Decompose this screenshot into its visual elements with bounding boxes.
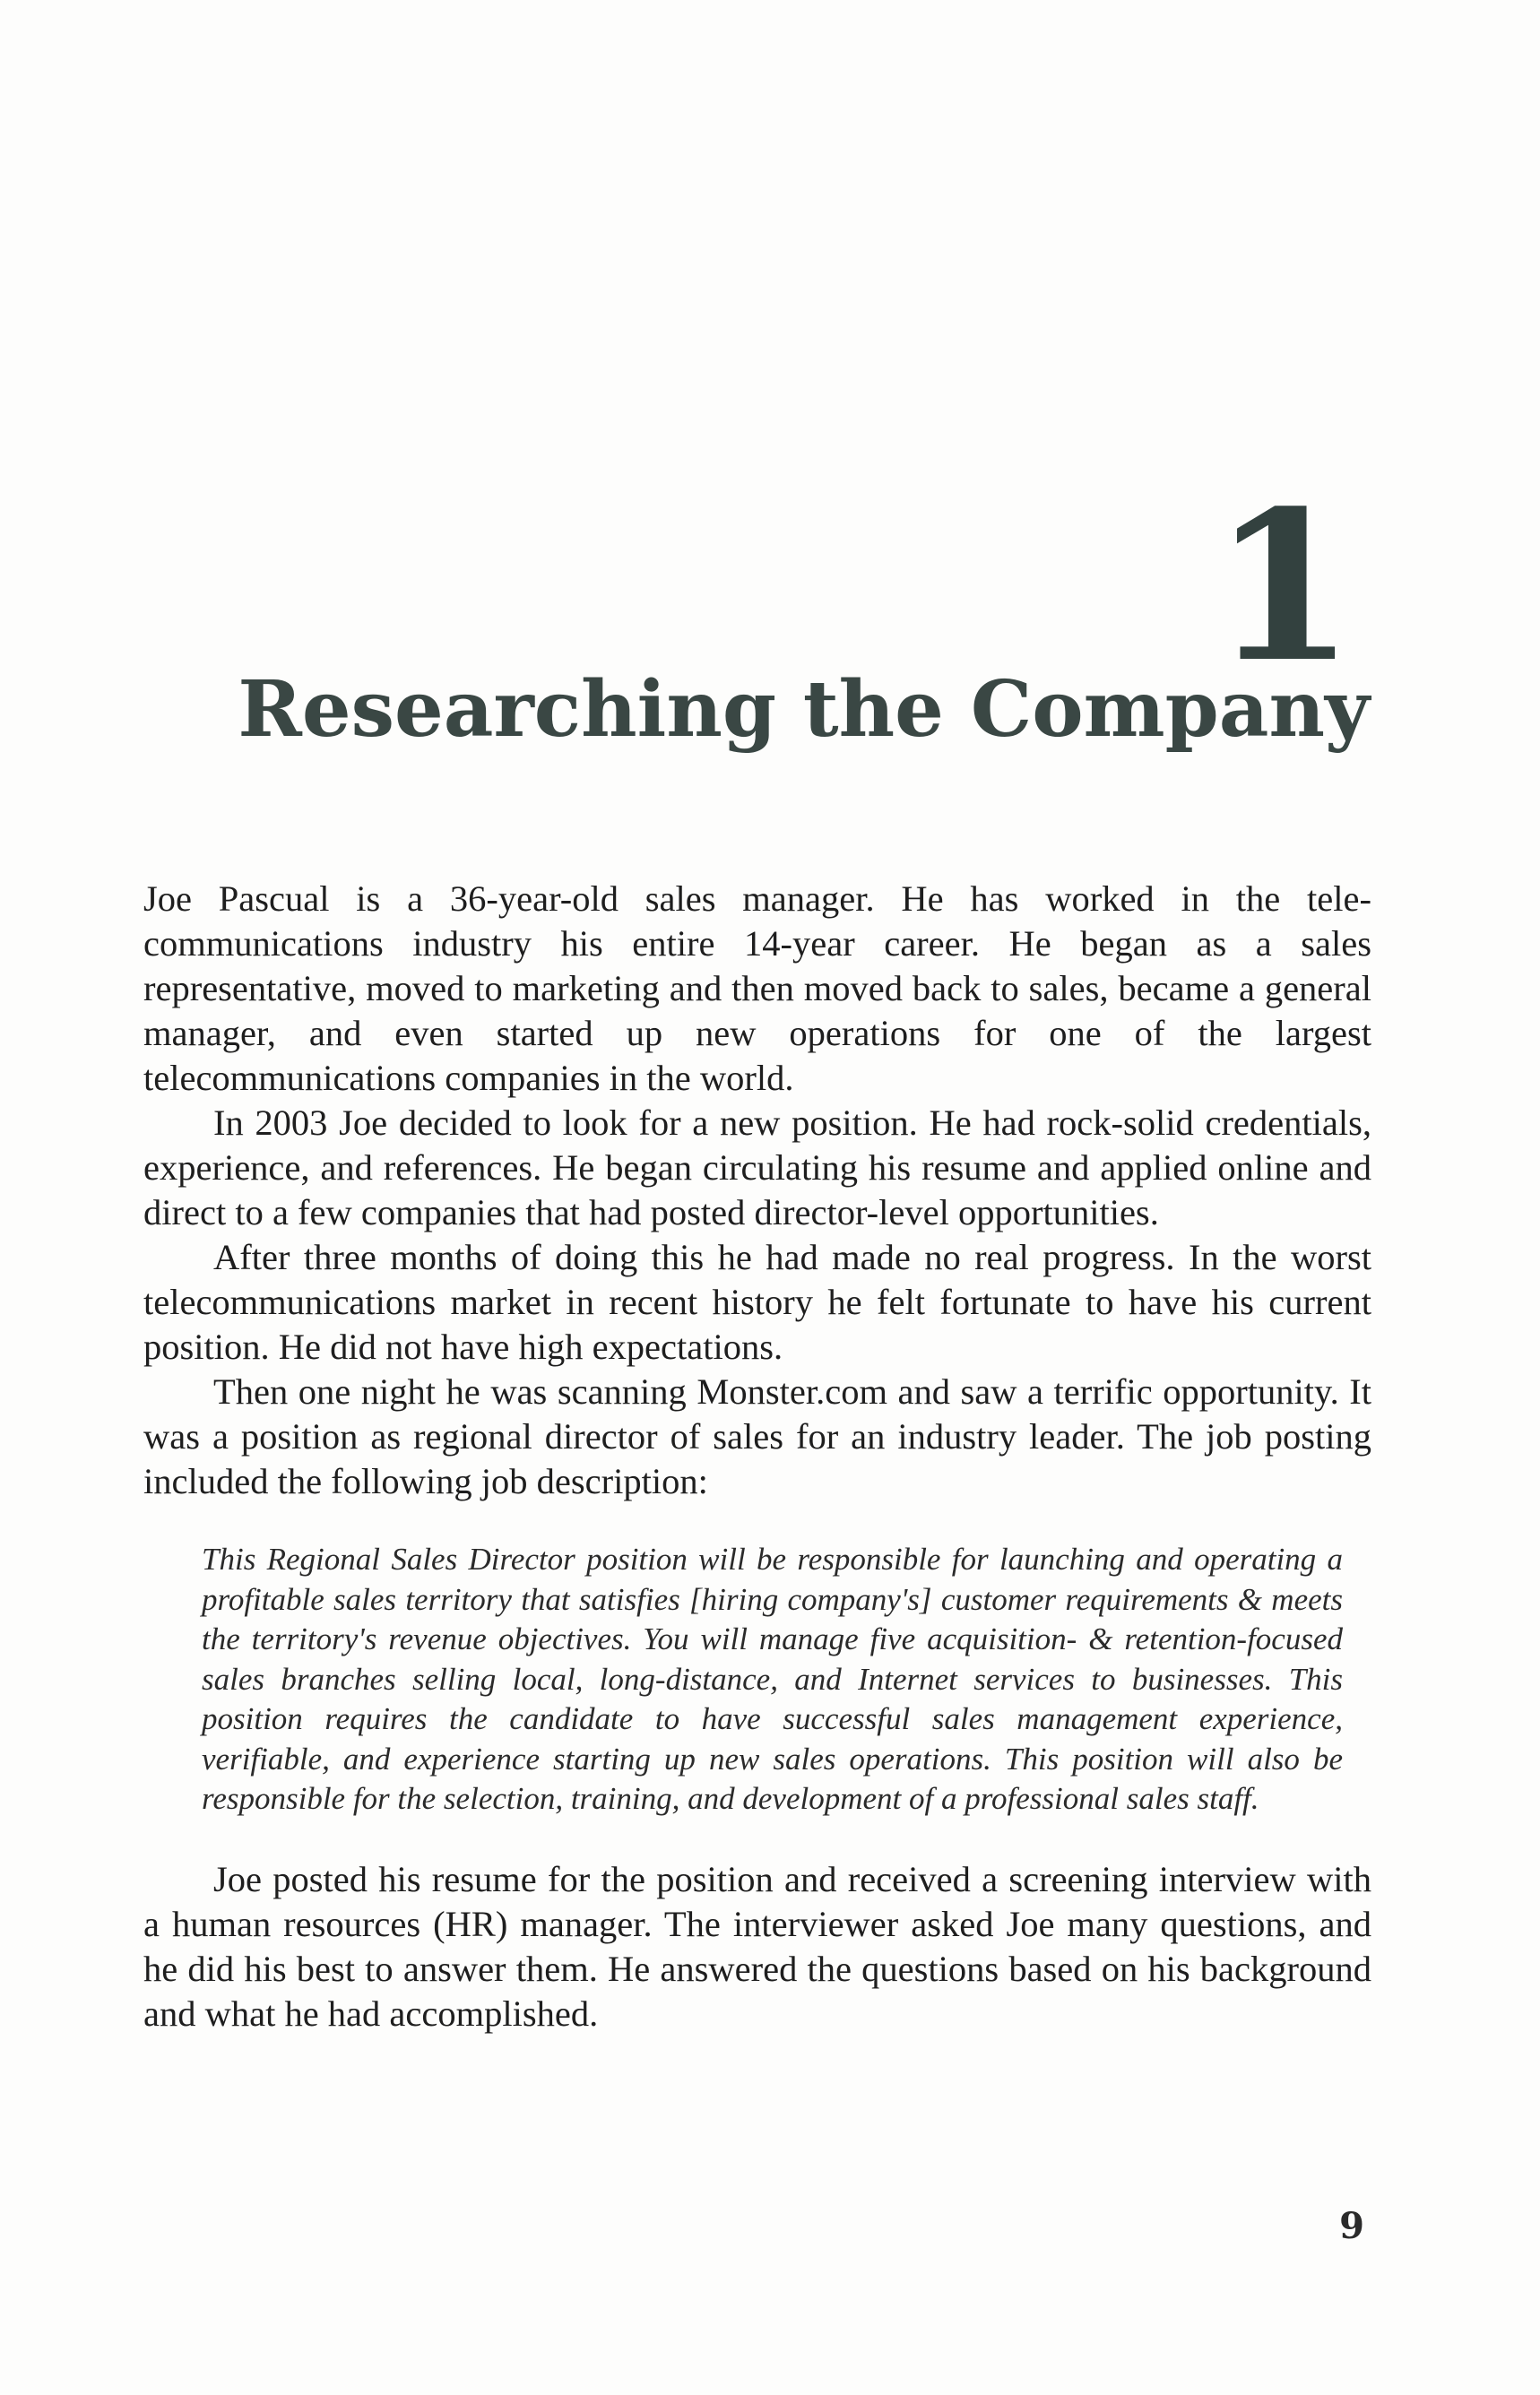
- job-description-quote: This Regional Sales Director position will be responsible for launching and operating a profitable sales territory that satisfies [hiring company's] customer requirements & meets the territory's revenue objectives. You will manage five acquisition- & retention-focused sales branches selling local, long-distance, and Internet services to businesses. This position requires the candidate to have successful sales management experience, verifiable, and experience starting up new sales operations. This position will also be responsible for the selection, training, and development of a professional sales staff.: [202, 1542, 1343, 1816]
- page-number: 9: [1339, 2205, 1364, 2247]
- chapter-number: 1: [1211, 466, 1355, 708]
- paragraph: Joe posted his resume for the position and received a screening interview with a human resources (HR) manager. The interviewer asked Joe many questions, and he did his best to answer them. He answered the questions based on his background and what he had accomplished.: [143, 1858, 1371, 2034]
- paragraph: Then one night he was scanning Monster.com and saw a terrific opportunity. It was a position as regional director of sales for an industry leader. The job posting included the following job description:: [143, 1371, 1371, 1501]
- body-text: [143, 877, 1371, 2036]
- paragraph: Joe Pascual is a 36-year-old sales manager. He has worked in the telecommunications industry his entire 14-year career. He began as a sales representative, moved to marketing and then moved back to sales, became a general manager, and even started up new operations for one of the largest telecommunications companies in the world.: [143, 878, 1371, 1098]
- paragraph: After three months of doing this he had made no real progress. In the worst telecommunications market in recent history he felt fortunate to have his current position. He did not have high expectations.: [143, 1237, 1371, 1367]
- chapter-title: Researching the Company: [238, 664, 1370, 755]
- paragraph: In 2003 Joe decided to look for a new position. He had rock-solid credentials, experience, and references. He began circulating his resume and applied online and direct to a few companies that had posted director-level opportunities.: [143, 1102, 1371, 1232]
